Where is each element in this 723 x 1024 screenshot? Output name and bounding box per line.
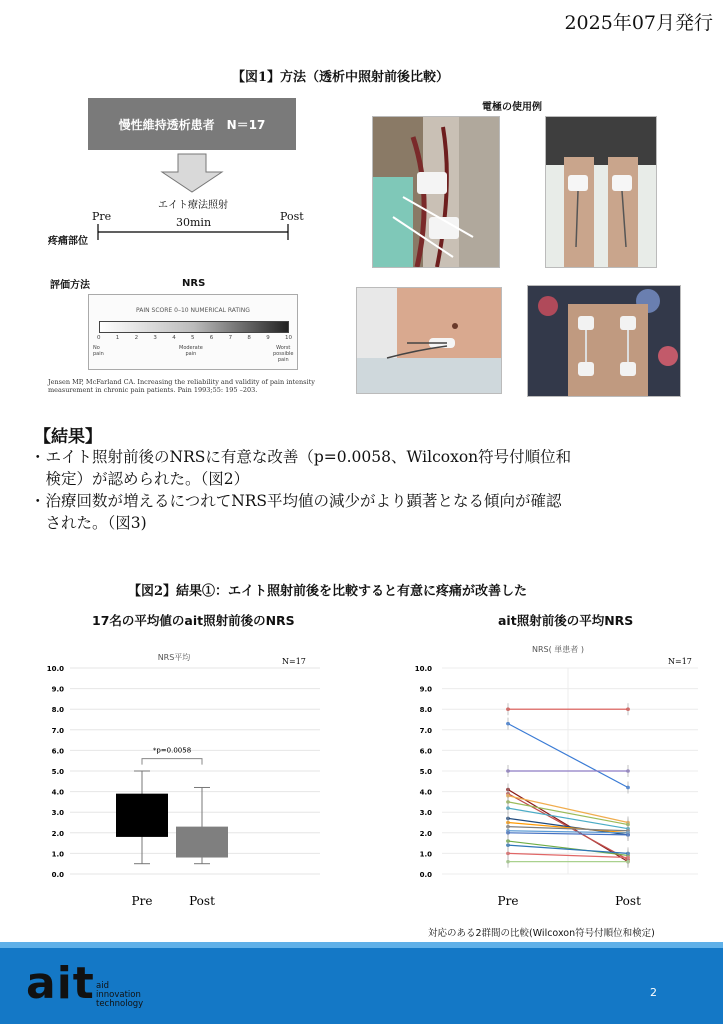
nrs-mean-boxplot bbox=[24, 640, 324, 910]
y-tick-label: 2.0 bbox=[51, 829, 64, 838]
y-tick-label: 2.0 bbox=[419, 829, 432, 838]
nrs-no-pain: No pain bbox=[93, 345, 104, 357]
y-tick-label: 6.0 bbox=[51, 747, 64, 756]
electrode-photo-4 bbox=[527, 285, 681, 397]
footer-logo: ait bbox=[26, 958, 95, 1009]
timeline-pre: Pre bbox=[92, 210, 112, 223]
y-tick-label: 7.0 bbox=[51, 726, 64, 735]
nrs-scale-title: PAIN SCORE 0–10 NUMERICAL RATING bbox=[136, 307, 250, 314]
nrs-gradient-bar bbox=[99, 321, 289, 333]
logo-line-innovation: innovation bbox=[96, 990, 141, 1000]
nrs-scale-number: 1 bbox=[115, 335, 120, 341]
chart-n-annotation: N=17 bbox=[282, 657, 306, 666]
x-tick-label: Pre bbox=[131, 894, 153, 908]
footer-logo-text bbox=[96, 982, 143, 1009]
issue-date: 2025年07月発行 bbox=[564, 12, 713, 34]
nrs-scale bbox=[88, 294, 298, 370]
x-tick-label: Post bbox=[189, 894, 215, 908]
nrs-worst-pain: Worst possible pain bbox=[273, 345, 294, 363]
y-tick-label: 7.0 bbox=[419, 726, 432, 735]
y-tick-label: 3.0 bbox=[51, 809, 64, 818]
timeline-duration: 30min bbox=[176, 216, 212, 229]
nrs-scale-number: 2 bbox=[134, 335, 139, 341]
eval-label: 評価方法 bbox=[50, 280, 90, 291]
nrs-scale-number: 3 bbox=[153, 335, 157, 341]
y-tick-label: 10.0 bbox=[414, 665, 432, 673]
nrs-label: NRS bbox=[182, 278, 206, 289]
y-tick-label: 1.0 bbox=[419, 850, 432, 859]
nrs-scale-number: 10 bbox=[285, 335, 292, 341]
footer bbox=[0, 948, 723, 1024]
box-post bbox=[176, 827, 228, 858]
nrs-scale-numbers bbox=[97, 335, 292, 345]
chart-n-annotation: N=17 bbox=[668, 657, 692, 666]
y-tick-label: 8.0 bbox=[419, 706, 432, 715]
results-bullet-1-line1: ・エイト照射前後のNRSに有意な改善（p=0.0058、Wilcoxon符号付順位和 bbox=[30, 448, 572, 466]
electrode-photo-2 bbox=[545, 116, 657, 268]
results-bullet-2-line2: された。（図3) bbox=[30, 514, 147, 532]
arrow-label: エイト療法照射 bbox=[158, 200, 228, 211]
nrs-scale-number: 0 bbox=[97, 335, 101, 341]
results-bullet-1-line2: 検定）が認められた。（図2） bbox=[30, 470, 250, 488]
timeline-line bbox=[90, 222, 295, 244]
y-tick-label: 4.0 bbox=[419, 788, 432, 797]
results-heading: 【結果】 bbox=[34, 427, 102, 447]
timeline-post: Post bbox=[280, 210, 304, 223]
x-tick-label: Post bbox=[615, 894, 641, 908]
electrode-photo-3 bbox=[356, 287, 502, 394]
nrs-scale-number: 7 bbox=[228, 335, 233, 341]
fig2-footnote: 対応のある2群間の比較(Wilcoxon符号付順位和検定) bbox=[428, 928, 655, 939]
page-number: 2 bbox=[650, 986, 657, 999]
chart-title: NRS( 単患者 ) bbox=[532, 645, 584, 654]
y-tick-label: 4.0 bbox=[51, 788, 64, 797]
y-tick-label: 3.0 bbox=[419, 809, 432, 818]
electrode-photo-1 bbox=[372, 116, 500, 268]
y-tick-label: 10.0 bbox=[46, 665, 64, 673]
significance-bracket bbox=[142, 759, 202, 765]
y-tick-label: 5.0 bbox=[51, 768, 64, 776]
left-chart-title: 17名の平均値のait照射前後のNRS bbox=[92, 613, 295, 628]
fig1-title: 【図1】方法（透析中照射前後比較） bbox=[232, 70, 450, 85]
right-chart-title: ait照射前後の平均NRS bbox=[498, 613, 634, 628]
results-bullet-1 bbox=[30, 446, 690, 490]
nrs-scale-number: 8 bbox=[247, 335, 251, 341]
nrs-individual-lines bbox=[408, 640, 708, 910]
nrs-scale-number: 4 bbox=[172, 335, 176, 341]
results-bullet-2-line1: ・治療回数が増えるにつれてNRS平均値の減少がより顕著となる傾向が確認 bbox=[30, 492, 562, 510]
results-bullet-2 bbox=[30, 490, 690, 534]
y-tick-label: 9.0 bbox=[51, 685, 64, 694]
y-tick-label: 0.0 bbox=[51, 871, 64, 879]
nrs-scale-number: 5 bbox=[191, 335, 195, 341]
y-tick-label: 1.0 bbox=[51, 850, 64, 859]
down-arrow-icon bbox=[160, 152, 225, 194]
patients-box: 慢性維持透析患者 N＝17 bbox=[88, 98, 296, 150]
significance-label: *p=0.0058 bbox=[152, 746, 192, 755]
y-tick-label: 0.0 bbox=[419, 871, 432, 879]
nrs-moderate-pain: Moderate pain bbox=[179, 345, 203, 357]
box-pre bbox=[116, 794, 168, 837]
y-tick-label: 9.0 bbox=[419, 685, 432, 694]
chart-title: NRS平均 bbox=[157, 653, 191, 662]
y-tick-label: 5.0 bbox=[419, 768, 432, 776]
logo-line-technology: technology bbox=[96, 999, 144, 1009]
nrs-scale-number: 6 bbox=[209, 335, 214, 341]
site-label: 疼痛部位 bbox=[48, 236, 88, 247]
fig2-title: 【図2】結果①：エイト照射前後を比較すると有意に疼痛が改善した bbox=[128, 584, 528, 599]
y-tick-label: 8.0 bbox=[51, 706, 64, 715]
y-tick-label: 6.0 bbox=[419, 747, 432, 756]
logo-line-aid: aid bbox=[96, 981, 109, 991]
citation: Jensen MP, McFarland CA. Increasing the reliability and validity of pain intensity measurement in chronic pain patients. Pain 1993;55: 195 –203. bbox=[48, 378, 315, 394]
photos-title: 電極の使用例 bbox=[482, 102, 542, 113]
x-tick-label: Pre bbox=[497, 894, 519, 908]
nrs-scale-number: 9 bbox=[266, 335, 270, 341]
